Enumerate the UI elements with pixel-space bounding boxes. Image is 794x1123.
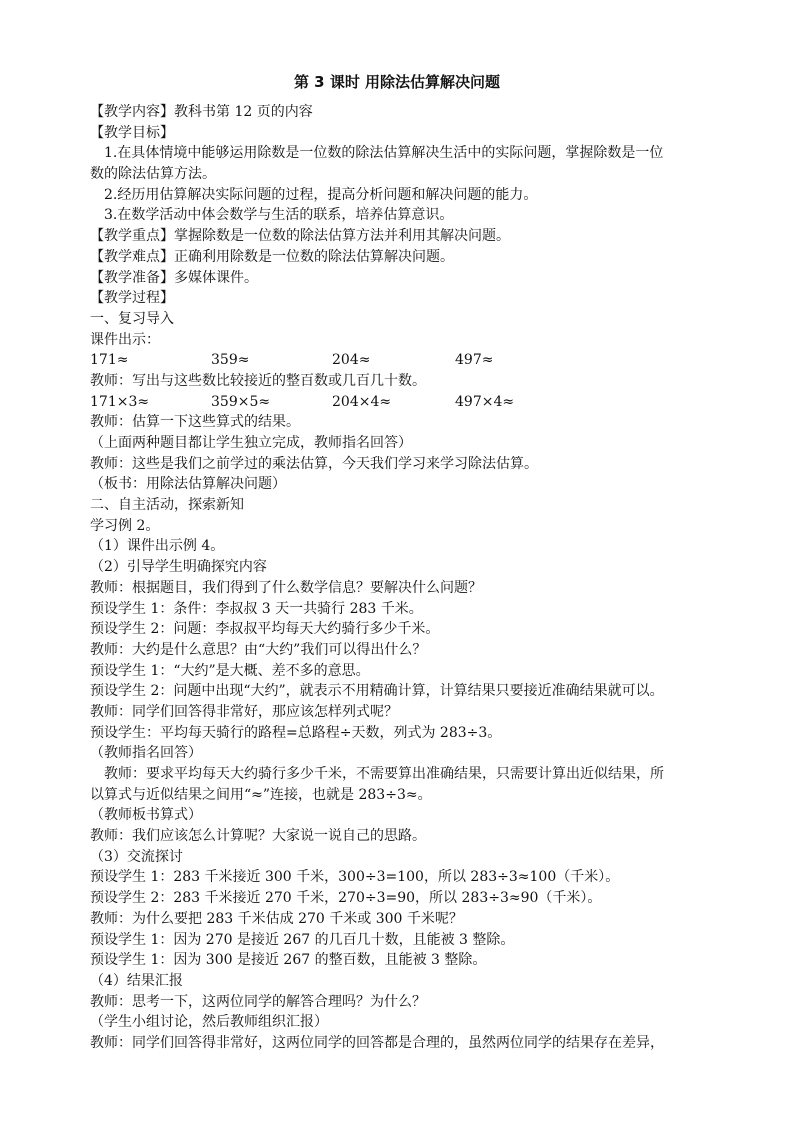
estimate-item: 171≈ bbox=[90, 352, 129, 369]
document-body bbox=[90, 102, 730, 1054]
text-line: 数的除法估算方法。 bbox=[90, 166, 216, 183]
text-line: 【教学目标】 bbox=[90, 124, 174, 141]
page-title: 第 3 课时 用除法估算解决问题 bbox=[293, 73, 501, 91]
text-line: 教师：思考一下，这两位同学的解答合理吗？为什么？ bbox=[90, 993, 426, 1010]
text-line: （2）引导学生明确探究内容 bbox=[90, 559, 267, 576]
text-line: （3）交流探讨 bbox=[90, 848, 183, 865]
text-line: 预设学生 2：问题：李叔叔平均每天大约骑行多少千米。 bbox=[90, 621, 440, 638]
estimate-row-1 bbox=[90, 350, 730, 371]
text-line: 预设学生：平均每天骑行的路程=总路程÷天数，列式为 283÷3。 bbox=[90, 724, 502, 741]
text-line: 预设学生 1：因为 300 是接近 267 的整百数，且能被 3 整除。 bbox=[90, 952, 487, 969]
estimate-item: 497≈ bbox=[455, 352, 494, 369]
text-line: （4）结果汇报 bbox=[90, 972, 183, 989]
text-line: 二、自主活动，探索新知 bbox=[90, 497, 244, 514]
estimate-row-2 bbox=[90, 392, 730, 413]
text-line: 预设学生 1：条件：李叔叔 3 天一共骑行 283 千米。 bbox=[90, 600, 423, 617]
estimate-item: 204×4≈ bbox=[332, 393, 392, 410]
text-line: 教师：要求平均每天大约骑行多少千米，不需要算出准确结果，只需要计算出近似结果，所 bbox=[90, 766, 664, 782]
estimate-item: 359≈ bbox=[211, 352, 250, 369]
text-line: 【教学难点】正确利用除数是一位数的除法估算解决问题。 bbox=[90, 248, 454, 265]
text-line: 教师：写出与这些数比较接近的整百数或几百几十数。 bbox=[90, 372, 426, 389]
text-line: 教师：大约是什么意思？由“大约”我们可以得出什么？ bbox=[90, 641, 427, 658]
text-line: 课件出示： bbox=[90, 331, 160, 348]
text-line: 预设学生 2：问题中出现“大约”，就表示不用精确计算，计算结果只要接近准确结果就可以。 bbox=[90, 683, 664, 700]
estimate-item: 497×4≈ bbox=[455, 393, 515, 410]
text-line: （教师板书算式） bbox=[90, 807, 202, 824]
text-line: 教师：同学们回答得非常好，那应该怎样列式呢？ bbox=[90, 703, 398, 720]
lesson-process-text bbox=[90, 412, 730, 1053]
estimate-item: 171×3≈ bbox=[90, 393, 150, 410]
text-line: 教师：这些是我们之前学过的乘法估算，今天我们学习来学习除法估算。 bbox=[90, 455, 538, 472]
text-line: （教师指名回答） bbox=[90, 745, 202, 762]
text-line: 预设学生 1：283 千米接近 300 千米，300÷3=100，所以 283÷3≈100（千米）。 bbox=[90, 869, 620, 886]
text-line: （学生小组讨论，然后教师组织汇报） bbox=[90, 1014, 328, 1031]
text-line: 教师：估算一下这些算式的结果。 bbox=[90, 414, 300, 431]
text-line: 一、复习导入 bbox=[90, 310, 174, 327]
text-line: 学习例 2。 bbox=[90, 517, 160, 534]
text-line: 【教学准备】多媒体课件。 bbox=[90, 269, 258, 286]
text-line: 【教学重点】掌握除数是一位数的除法估算方法并利用其解决问题。 bbox=[90, 228, 510, 245]
text-line: 教师：同学们回答得非常好，这两位同学的回答都是合理的，虽然两位同学的结果存在差异， bbox=[90, 1034, 664, 1051]
text-line: 1.在具体情境中能够运用除数是一位数的除法估算解决生活中的实际问题，掌握除数是一位 bbox=[90, 145, 664, 162]
text-line: 【教学内容】教科书第 12 页的内容 bbox=[90, 104, 313, 120]
text-line: 以算式与近似结果之间用“≈”连接，也就是 283÷3≈。 bbox=[90, 786, 432, 803]
text-line: （板书：用除法估算解决问题） bbox=[90, 476, 286, 493]
text-line: 教师：为什么要把 283 千米估成 270 千米或 300 千米呢？ bbox=[90, 910, 463, 927]
text-line: 2.经历用估算解决实际问题的过程，提高分析问题和解决问题的能力。 bbox=[90, 186, 538, 203]
text-line: 预设学生 1：因为 270 是接近 267 的几百几十数，且能被 3 整除。 bbox=[90, 931, 515, 948]
text-line: （1）课件出示例 4。 bbox=[90, 538, 225, 555]
text-line: 教师：根据题目，我们得到了什么数学信息？要解决什么问题？ bbox=[90, 579, 482, 596]
text-line: 【教学过程】 bbox=[90, 290, 174, 307]
text-line: 教师：我们应该怎么计算呢？大家说一说自己的思路。 bbox=[90, 828, 426, 845]
text-line: 预设学生 2：283 千米接近 270 千米，270÷3=90，所以 283÷3≈90（千米）。 bbox=[90, 890, 602, 907]
estimate-item: 359×5≈ bbox=[211, 393, 271, 410]
text-line: （上面两种题目都让学生独立完成，教师指名回答） bbox=[90, 435, 412, 451]
text-line: 3.在数学活动中体会数学与生活的联系，培养估算意识。 bbox=[90, 207, 454, 224]
estimate-item: 204≈ bbox=[332, 352, 371, 369]
text-line: 预设学生 1：“大约”是大概、差不多的意思。 bbox=[90, 662, 370, 679]
